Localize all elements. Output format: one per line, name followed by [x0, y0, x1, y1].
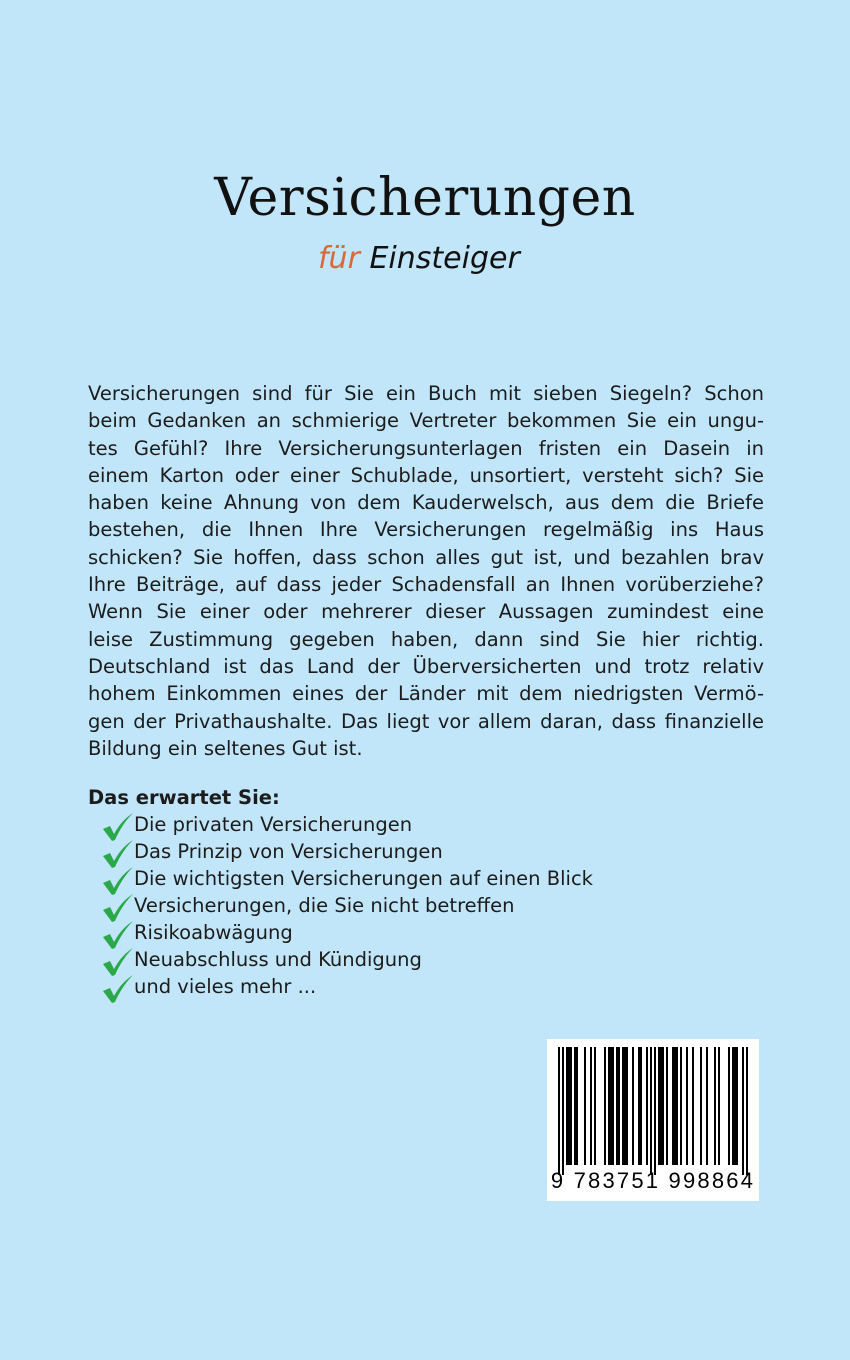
- features-heading: Das erwartet Sie:: [88, 786, 280, 809]
- subtitle-rest: Einsteiger: [369, 241, 520, 276]
- feature-label: Die privaten Versicherungen: [134, 813, 413, 836]
- blurb-line: tes Gefühl? Ihre Versicherungsunterlagen fristen ein Dasein in: [88, 436, 764, 460]
- barcode-bar: [640, 1047, 642, 1165]
- barcode-bar: [662, 1047, 664, 1165]
- blurb-line: bestehen, die Ihnen Ihre Versicherungen regelmäßig ins Haus: [88, 518, 764, 542]
- barcode-bar: [736, 1047, 738, 1165]
- barcode-bar: [732, 1047, 734, 1165]
- blurb-line: Bildung ein seltenes Gut ist.: [88, 736, 363, 760]
- blurb-line: beim Gedanken an schmierige Vertreter bekommen Sie ein ungu-: [88, 409, 764, 433]
- barcode-bar: [576, 1047, 578, 1165]
- checkmark-icon: [100, 893, 134, 923]
- list-item: [100, 919, 593, 946]
- barcode-bar: [590, 1047, 592, 1165]
- isbn-number: 9 783751 998864: [550, 1168, 756, 1193]
- barcode-bar: [610, 1047, 612, 1165]
- checkmark-icon: [100, 947, 134, 977]
- barcode-bar: [624, 1047, 626, 1165]
- features-list: [100, 811, 593, 1000]
- barcode-bar: [692, 1047, 694, 1165]
- list-item: [100, 838, 593, 865]
- barcode-bar: [734, 1047, 736, 1165]
- blurb-line: Wenn Sie einer oder mehrerer dieser Aussagen zumindest eine: [88, 600, 764, 624]
- blurb-line: Ihre Beiträge, auf dass jeder Schadensfall an Ihnen vorüberziehe?: [88, 573, 764, 597]
- blurb-paragraph: [88, 380, 764, 762]
- barcode-bar: [714, 1047, 716, 1165]
- barcode-bar: [562, 1047, 564, 1175]
- barcode-bar: [626, 1047, 628, 1165]
- barcode-bar: [594, 1047, 596, 1165]
- book-title: Versicherungen: [214, 168, 636, 228]
- feature-label: und vieles mehr ...: [134, 975, 317, 998]
- subtitle-accent: für: [318, 241, 360, 276]
- book-subtitle: [318, 241, 520, 276]
- barcode-bar: [706, 1047, 708, 1165]
- feature-label: Versicherungen, die Sie nicht betreffen: [134, 894, 515, 917]
- checkmark-icon: [100, 866, 134, 896]
- list-item: [100, 811, 593, 838]
- list-item: [100, 946, 593, 973]
- barcode-bar: [566, 1047, 568, 1165]
- barcode-bar: [746, 1047, 748, 1175]
- blurb-line: schicken? Sie hoffen, dass schon alles gut ist, und bezahlen brav: [88, 545, 764, 569]
- barcode-bar: [680, 1047, 682, 1165]
- barcode-bar: [584, 1047, 586, 1165]
- barcode-bar: [622, 1047, 624, 1165]
- barcode-bar: [612, 1047, 614, 1165]
- feature-label: Die wichtigsten Versicherungen auf einen Blick: [134, 867, 593, 890]
- blurb-line: hohem Einkommen eines der Länder mit dem niedrigsten Vermö-: [88, 682, 764, 706]
- barcode-bar: [608, 1047, 610, 1165]
- isbn-barcode: [547, 1039, 759, 1201]
- barcode-bar: [718, 1047, 720, 1165]
- barcode-bar: [570, 1047, 572, 1165]
- list-item: [100, 892, 593, 919]
- barcode-bar: [558, 1047, 560, 1175]
- barcode-bar: [674, 1047, 676, 1165]
- blurb-line: gen der Privathaushalte. Das liegt vor allem daran, dass finanzielle: [88, 709, 764, 733]
- checkmark-icon: [100, 920, 134, 950]
- blurb-line: Versicherungen sind für Sie ein Buch mit sieben Siegeln? Schon: [88, 382, 764, 405]
- barcode-bar: [658, 1047, 660, 1165]
- barcode-bar: [660, 1047, 662, 1165]
- barcode-bar: [654, 1047, 656, 1175]
- blurb-line: haben keine Ahnung von dem Kauderwelsch, aus dem die Briefe: [88, 491, 764, 515]
- barcode-bar: [646, 1047, 648, 1165]
- barcode-bar: [742, 1047, 744, 1175]
- barcode-bar: [618, 1047, 620, 1165]
- barcode-bar: [700, 1047, 702, 1165]
- barcode-bar: [574, 1047, 576, 1165]
- blurb-line: einem Karton oder einer Schublade, unsortiert, versteht sich? Sie: [88, 463, 764, 487]
- barcode-bar: [728, 1047, 730, 1165]
- barcode-bar: [616, 1047, 618, 1165]
- barcode-bar: [676, 1047, 678, 1165]
- checkmark-icon: [100, 839, 134, 869]
- barcode-bar: [568, 1047, 570, 1165]
- barcode-bar: [632, 1047, 634, 1165]
- barcode-bar: [638, 1047, 640, 1165]
- barcode-bar: [650, 1047, 652, 1175]
- barcode-bar: [666, 1047, 668, 1165]
- checkmark-icon: [100, 812, 134, 842]
- barcode-bar: [672, 1047, 674, 1165]
- list-item: [100, 973, 593, 1000]
- feature-label: Das Prinzip von Versicherungen: [134, 840, 443, 863]
- blurb-line: Deutschland ist das Land der Überversicherten und trotz relativ: [88, 654, 764, 678]
- barcode-bar: [604, 1047, 606, 1165]
- barcode-bar: [686, 1047, 688, 1165]
- checkmark-icon: [100, 974, 134, 1004]
- blurb-line: leise Zustimmung gegeben haben, dann sind Sie hier richtig.: [88, 627, 764, 651]
- list-item: [100, 865, 593, 892]
- feature-label: Risikoabwägung: [134, 921, 293, 944]
- feature-label: Neuabschluss und Kündigung: [134, 948, 422, 971]
